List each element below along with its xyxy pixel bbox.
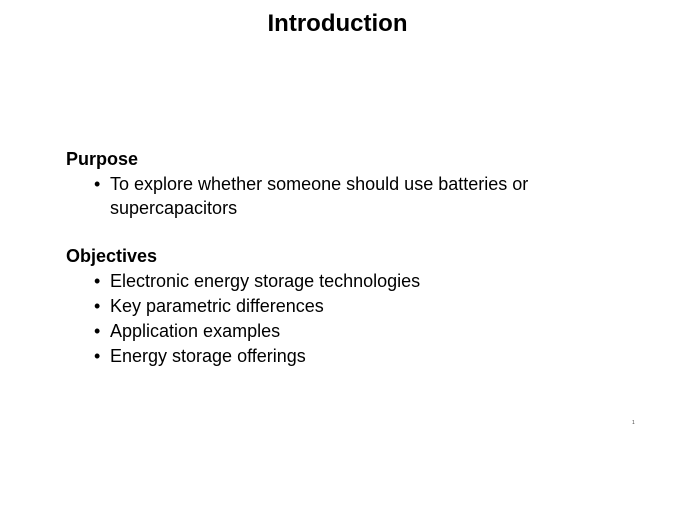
bullet-icon: •	[94, 346, 101, 366]
bullet-icon: •	[94, 296, 101, 316]
purpose-heading: Purpose	[66, 149, 139, 169]
objectives-item	[66, 344, 626, 368]
purpose-item-text: To explore whether someone should use batteries or supercapacitors	[110, 174, 529, 218]
bullet-icon: •	[94, 321, 101, 341]
objectives-item-text: Key parametric differences	[110, 296, 324, 316]
objectives-list	[66, 269, 626, 368]
objectives-item-text: Application examples	[110, 321, 281, 341]
page-number: 1	[632, 420, 635, 426]
objectives-heading: Objectives	[66, 246, 158, 266]
objectives-item	[66, 319, 626, 343]
objectives-item	[66, 294, 626, 318]
slide-content	[66, 147, 626, 392]
purpose-list	[66, 172, 626, 220]
purpose-item	[66, 172, 626, 220]
slide-title: Introduction	[267, 10, 408, 37]
objectives-item	[66, 269, 626, 293]
bullet-icon: •	[94, 271, 101, 291]
bullet-icon: •	[94, 174, 101, 194]
objectives-item-text: Energy storage offerings	[110, 346, 306, 366]
objectives-item-text: Electronic energy storage technologies	[110, 271, 421, 291]
